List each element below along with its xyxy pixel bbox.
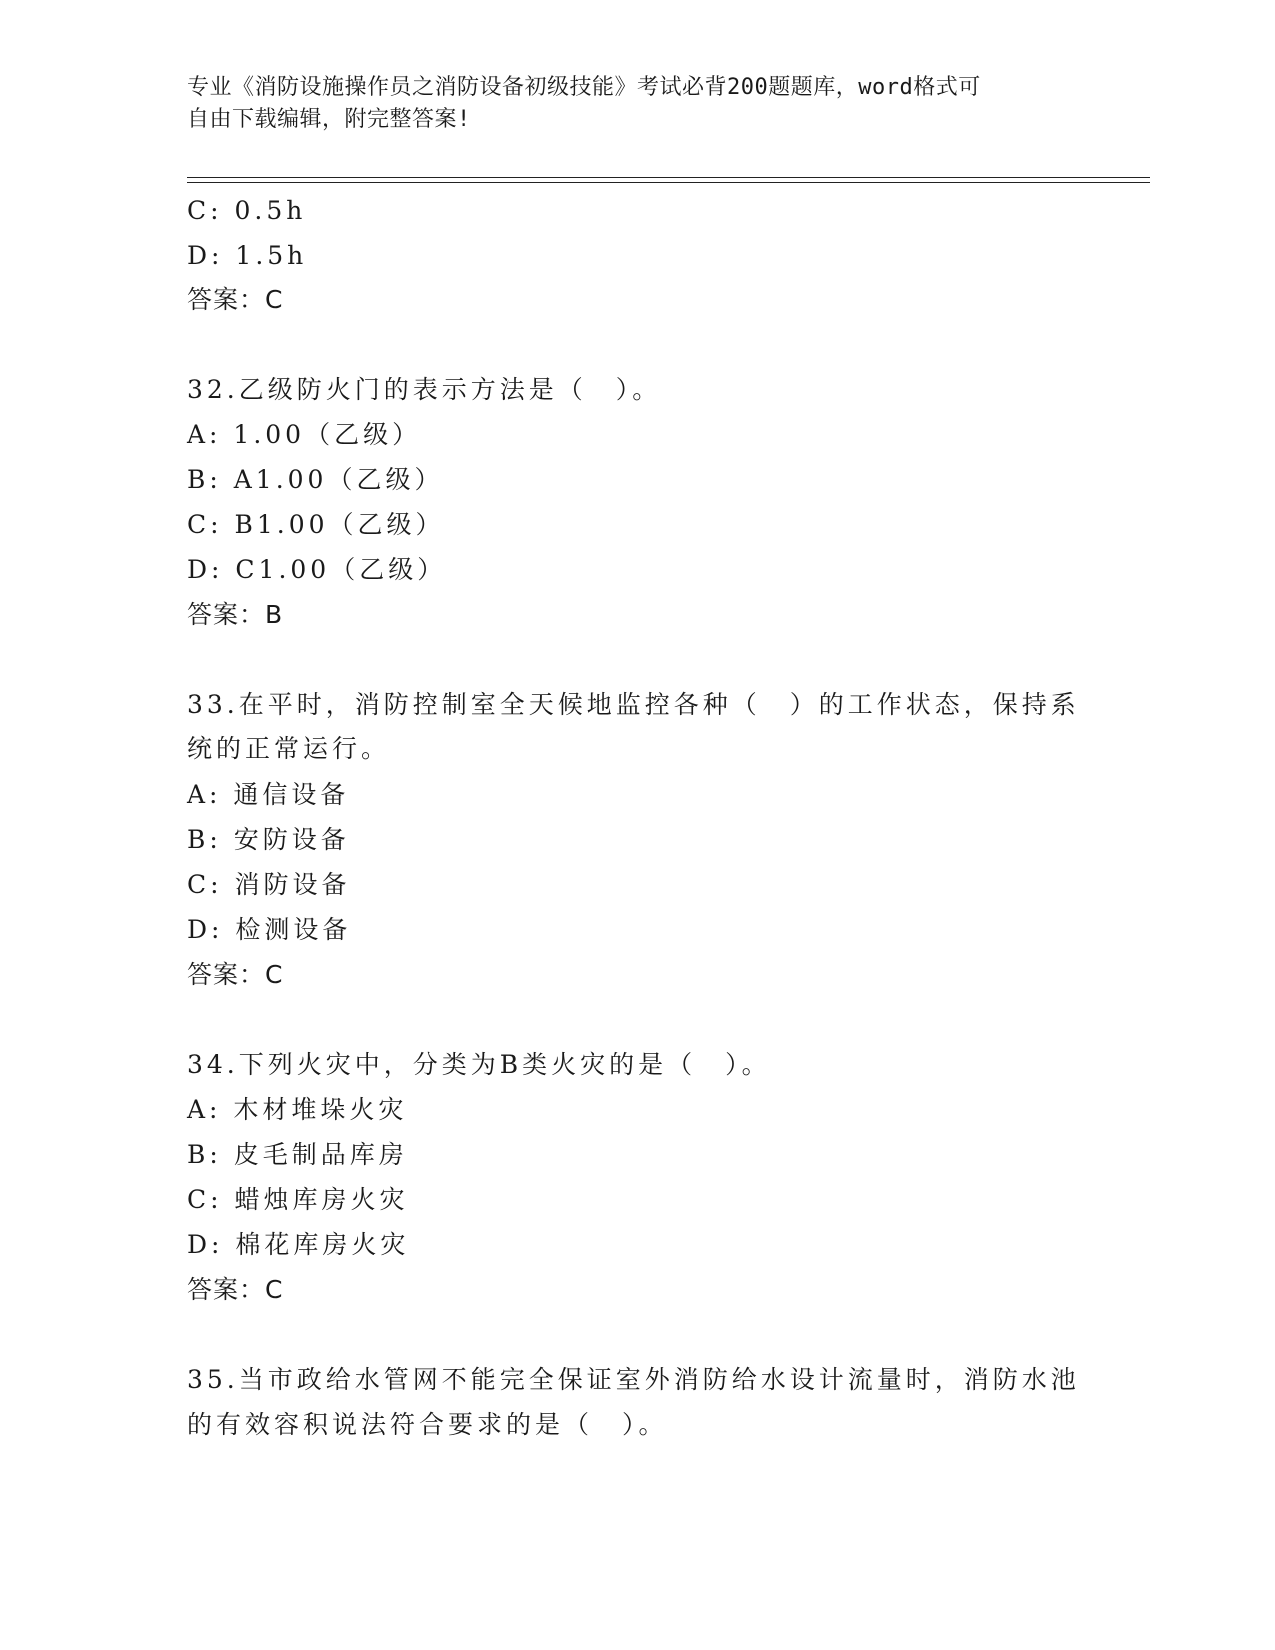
page-header <box>187 72 1067 136</box>
question-stem-cont: 的有效容积说法符合要求的是（ ）。 <box>187 1410 668 1439</box>
question-stem-cont: 统的正常运行。 <box>187 734 391 763</box>
question-stem: 35.当市政给水管网不能完全保证室外消防给水设计流量时，消防水池 <box>187 1365 1080 1394</box>
answer: 答案：C <box>187 960 284 989</box>
option-b: B: 皮毛制品库房 <box>187 1140 408 1169</box>
answer: 答案：C <box>187 1275 284 1304</box>
question-stem: 32.乙级防火门的表示方法是（ ）。 <box>187 375 662 404</box>
header-rule-bottom <box>187 182 1150 183</box>
answer: 答案：B <box>187 600 284 629</box>
answer: 答案：C <box>187 285 284 314</box>
header-line-1: 专业《消防设施操作员之消防设备初级技能》考试必背200题题库，word格式可 <box>187 75 981 100</box>
option-c: C: B1.00（乙级） <box>187 510 445 539</box>
option-a: A: 通信设备 <box>187 780 350 809</box>
option-c: C: 0.5h <box>187 196 307 225</box>
option-d: D: 检测设备 <box>187 915 352 944</box>
option-d: D: 棉花库房火灾 <box>187 1230 410 1259</box>
option-c: C: 蜡烛库房火灾 <box>187 1185 409 1214</box>
option-b: B: 安防设备 <box>187 825 350 854</box>
option-d: D: C1.00（乙级） <box>187 555 447 584</box>
option-b: B: A1.00（乙级） <box>187 465 444 494</box>
option-a: A: 木材堆垛火灾 <box>187 1095 408 1124</box>
option-d: D: 1.5h <box>187 241 308 270</box>
question-stem: 34.下列火灾中，分类为B类火灾的是（ ）。 <box>187 1050 771 1079</box>
header-line-2: 自由下载编辑，附完整答案! <box>187 107 471 132</box>
question-stem: 33.在平时，消防控制室全天候地监控各种（ ）的工作状态，保持系 <box>187 690 1080 719</box>
option-a: A: 1.00（乙级） <box>187 420 422 449</box>
header-rule-top <box>187 177 1150 178</box>
option-c: C: 消防设备 <box>187 870 351 899</box>
